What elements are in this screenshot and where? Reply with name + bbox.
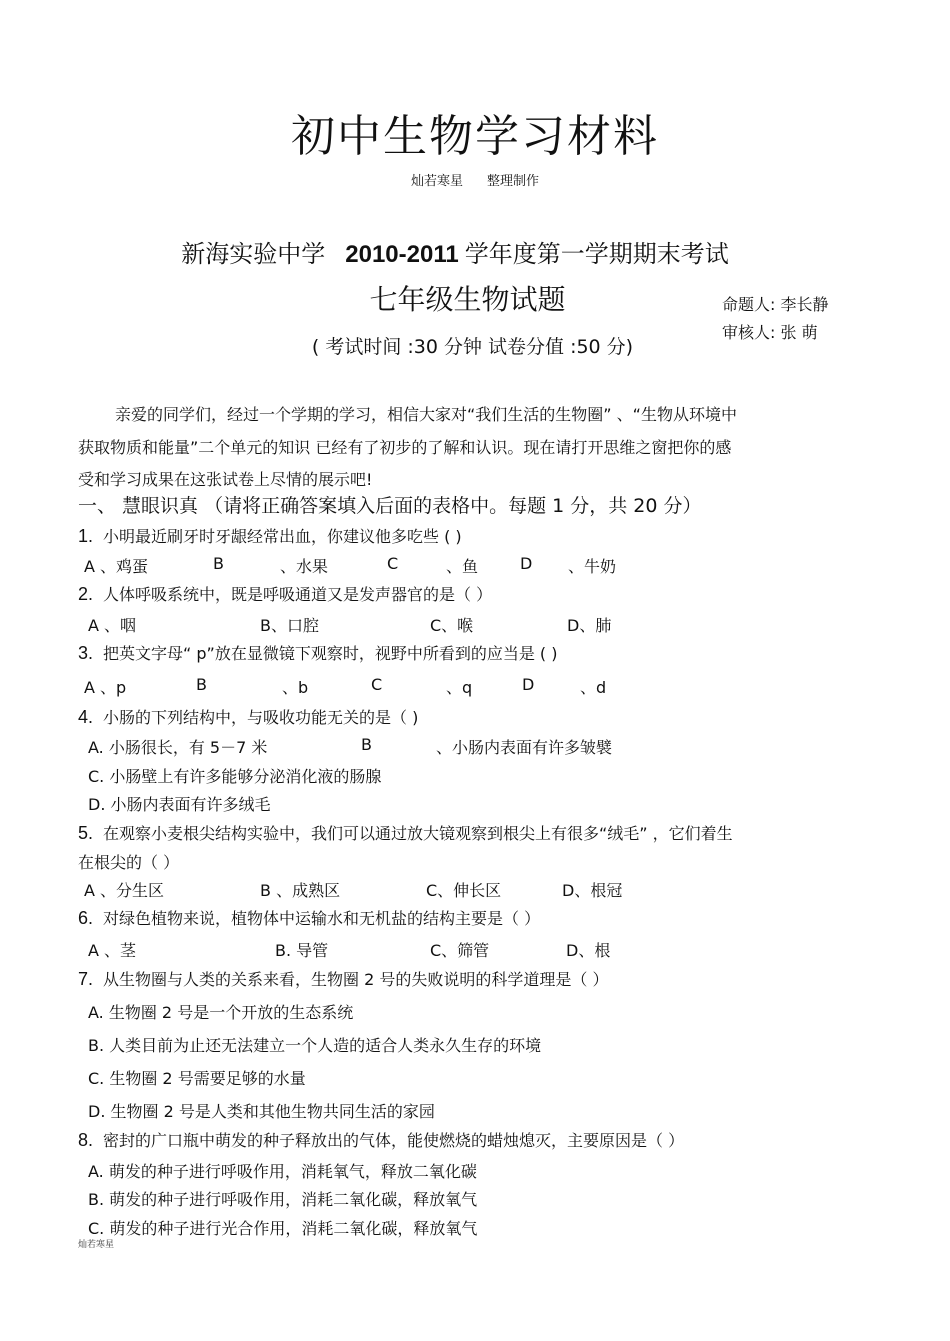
q2-option-d: D、肺 bbox=[567, 616, 612, 635]
question-8 bbox=[78, 1128, 684, 1151]
school-year: 2010-2011 bbox=[345, 241, 459, 268]
reviewer: 审核人: 张 萌 bbox=[722, 323, 818, 342]
question-number: 1. bbox=[78, 526, 94, 546]
section-heading: 一、 慧眼识真 （请将正确答案填入后面的表格中。每题 1 分，共 20 分） bbox=[78, 495, 702, 517]
maker-line bbox=[0, 170, 950, 189]
q5-option-a: A 、分生区 bbox=[84, 881, 165, 900]
q8-option-c: C. 萌发的种子进行光合作用，消耗二氧化碳，释放氧气 bbox=[88, 1219, 478, 1238]
exam-time-info: ( 考试时间 :30 分钟 试卷分值 :50 分) bbox=[311, 336, 634, 358]
question-text: 在观察小麦根尖结构实验中，我们可以通过放大镜观察到根尖上有很多“绒毛” ，它们着生 bbox=[103, 824, 733, 843]
q4-option-d: D. 小肠内表面有许多绒毛 bbox=[88, 795, 271, 814]
question-text: 从生物圈与人类的关系来看，生物圈 2 号的失败说明的科学道理是（ ） bbox=[103, 970, 609, 989]
question-6 bbox=[78, 906, 540, 929]
q6-option-a: A 、茎 bbox=[88, 941, 137, 960]
exam-title: 七年级生物试题 bbox=[369, 283, 566, 316]
q5-option-c: C、伸长区 bbox=[426, 881, 502, 900]
question-text: 密封的广口瓶中萌发的种子释放出的气体，能使燃烧的蜡烛熄灭，主要原因是（ ） bbox=[103, 1131, 685, 1150]
q1-option-a: A 、鸡蛋 bbox=[84, 557, 149, 576]
question-7 bbox=[78, 967, 608, 990]
q3-option-b-text: 、b bbox=[282, 678, 309, 697]
q1-option-b-text: 、水果 bbox=[280, 557, 329, 576]
school-name: 新海实验中学 bbox=[181, 240, 326, 268]
document-title: 初中生物学习材料 bbox=[291, 111, 659, 162]
question-text: 把英文字母“ p”放在显微镜下观察时，视野中所看到的应当是 ( ) bbox=[103, 644, 558, 663]
question-4 bbox=[78, 705, 418, 728]
q4-option-b-letter: B bbox=[361, 735, 372, 754]
question-2 bbox=[78, 582, 492, 605]
q3-option-a: A 、p bbox=[84, 678, 127, 697]
q8-option-a: A. 萌发的种子进行呼吸作用，消耗氧气，释放二氧化碳 bbox=[88, 1162, 477, 1181]
q7-option-a: A. 生物圈 2 号是一个开放的生态系统 bbox=[88, 1003, 354, 1022]
intro-line-3: 受和学习成果在这张试卷上尽情的展示吧! bbox=[78, 470, 373, 489]
question-5-continued: 在根尖的（ ） bbox=[78, 853, 180, 872]
q4-option-b-text: 、小肠内表面有许多皱襞 bbox=[436, 738, 613, 757]
q6-option-c: C、筛管 bbox=[430, 941, 490, 960]
question-number: 6. bbox=[78, 908, 94, 928]
q6-option-b: B. 导管 bbox=[275, 941, 329, 960]
exam-heading bbox=[0, 234, 910, 269]
q8-option-b: B. 萌发的种子进行呼吸作用，消耗二氧化碳，释放氧气 bbox=[88, 1190, 478, 1209]
q5-option-d: D、根冠 bbox=[562, 881, 623, 900]
question-number: 5. bbox=[78, 823, 94, 843]
q7-option-d: D. 生物圈 2 号是人类和其他生物共同生活的家园 bbox=[88, 1102, 435, 1121]
question-3 bbox=[78, 641, 558, 664]
question-text: 小肠的下列结构中，与吸收功能无关的是（ ) bbox=[103, 708, 419, 727]
page-footer: 灿若寒星 bbox=[78, 1240, 115, 1250]
q1-option-c-letter: C bbox=[387, 554, 399, 573]
maker-note: 整理制作 bbox=[487, 174, 540, 189]
question-text: 小明最近刷牙时牙龈经常出血，你建议他多吃些 ( ) bbox=[103, 527, 462, 546]
q6-option-d: D、根 bbox=[566, 941, 611, 960]
question-number: 3. bbox=[78, 643, 94, 663]
q3-option-d-text: 、d bbox=[580, 678, 607, 697]
q1-option-d-letter: D bbox=[520, 554, 533, 573]
q7-option-b: B. 人类目前为止还无法建立一个人造的适合人类永久生存的环境 bbox=[88, 1036, 542, 1055]
maker-name: 灿若寒星 bbox=[410, 174, 463, 189]
q2-option-a: A 、咽 bbox=[88, 616, 137, 635]
q5-option-b: B 、成熟区 bbox=[260, 881, 341, 900]
intro-line-2: 获取物质和能量”二个单元的知识 已经有了初步的了解和认识。现在请打开思维之窗把你的感 bbox=[78, 438, 732, 457]
question-5 bbox=[78, 821, 733, 844]
q2-option-b: B、口腔 bbox=[260, 616, 319, 635]
q1-option-c-text: 、鱼 bbox=[446, 557, 479, 576]
question-number: 4. bbox=[78, 707, 94, 727]
question-number: 8. bbox=[78, 1130, 94, 1150]
q4-option-a: A. 小肠很长，有 5－7 米 bbox=[88, 738, 268, 757]
question-text: 人体呼吸系统中，既是呼吸通道又是发声器官的是（ ） bbox=[103, 585, 493, 604]
exam-term: 学年度第一学期期末考试 bbox=[464, 240, 729, 268]
question-text: 对绿色植物来说，植物体中运输水和无机盐的结构主要是（ ） bbox=[103, 909, 541, 928]
question-number: 7. bbox=[78, 969, 94, 989]
setter: 命题人: 李长静 bbox=[722, 295, 829, 314]
q4-option-c: C. 小肠壁上有许多能够分泌消化液的肠腺 bbox=[88, 767, 382, 786]
question-number: 2. bbox=[78, 584, 94, 604]
q1-option-b-letter: B bbox=[213, 554, 224, 573]
intro-line-1: 亲爱的同学们，经过一个学期的学习，相信大家对“我们生活的生物圈” 、“生物从环境中 bbox=[115, 405, 737, 424]
question-1 bbox=[78, 524, 462, 547]
q7-option-c: C. 生物圈 2 号需要足够的水量 bbox=[88, 1069, 306, 1088]
q3-option-c-text: 、q bbox=[446, 678, 473, 697]
q3-option-c-letter: C bbox=[371, 675, 383, 694]
q2-option-c: C、喉 bbox=[430, 616, 474, 635]
q3-option-d-letter: D bbox=[522, 675, 535, 694]
q3-option-b-letter: B bbox=[196, 675, 207, 694]
q1-option-d-text: 、牛奶 bbox=[568, 557, 617, 576]
